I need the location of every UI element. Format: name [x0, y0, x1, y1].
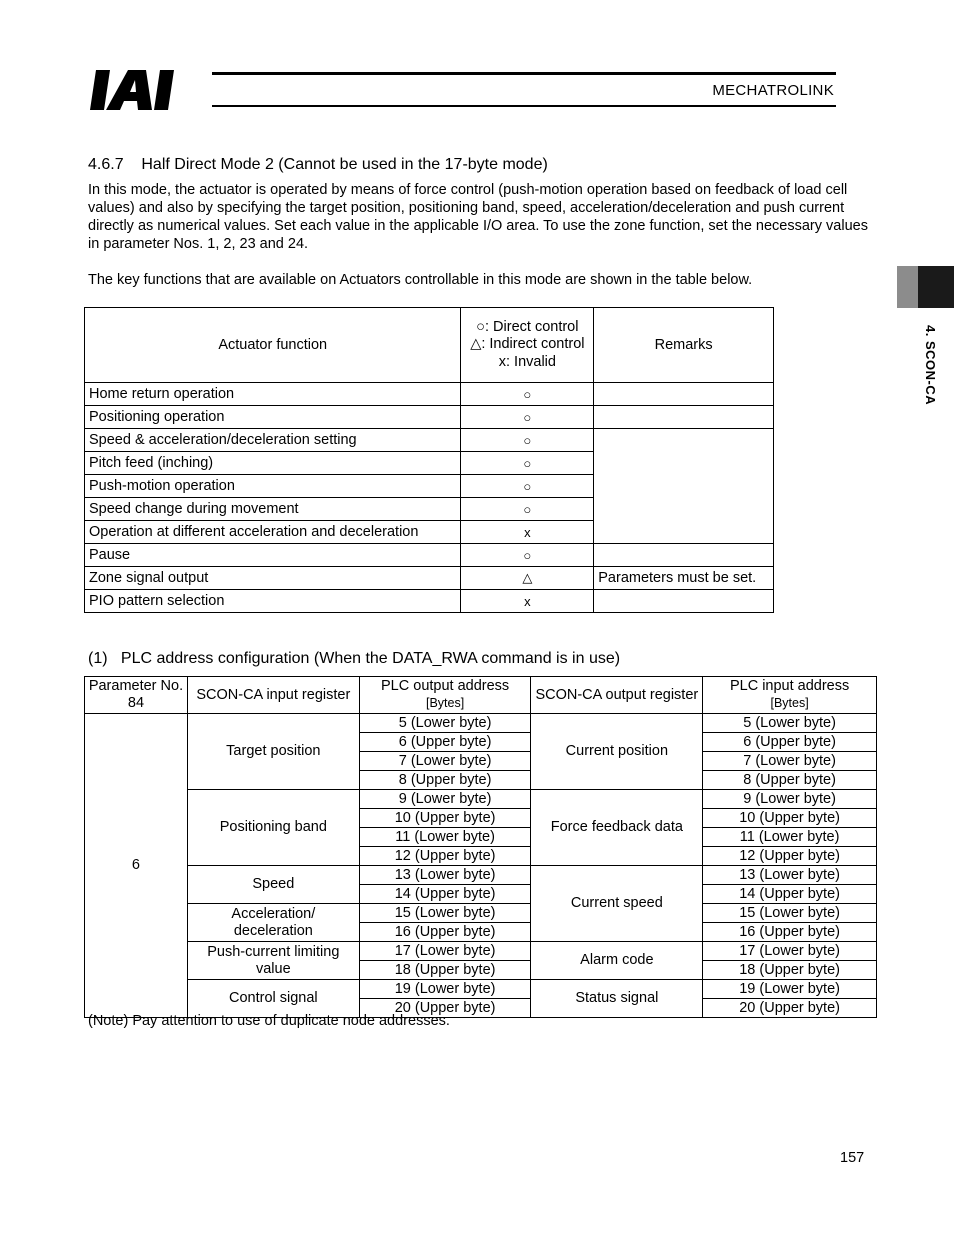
- header-plc-output-label: PLC output address: [381, 678, 510, 694]
- function-table: [84, 307, 774, 613]
- table-row: [85, 383, 774, 406]
- plc-output-address: 7 (Lower byte): [359, 752, 531, 771]
- function-name: Home return operation: [85, 383, 461, 406]
- table-row: [85, 406, 774, 429]
- support-mark: x: [461, 521, 594, 544]
- input-register: Control signal: [187, 980, 359, 1018]
- plc-input-address: 13 (Lower byte): [703, 866, 877, 885]
- plc-input-address: 11 (Lower byte): [703, 828, 877, 847]
- legend-direct: ○: Direct control: [476, 318, 579, 335]
- function-name: Pitch feed (inching): [85, 452, 461, 475]
- plc-input-address: 7 (Lower byte): [703, 752, 877, 771]
- legend-indirect: △: Indirect control: [470, 336, 585, 353]
- plc-input-address: 14 (Upper byte): [703, 885, 877, 904]
- input-register: Push-current limiting value: [187, 942, 359, 980]
- plc-input-address: 18 (Upper byte): [703, 961, 877, 980]
- output-register: Alarm code: [531, 942, 703, 980]
- remark-cell-merged: [594, 429, 774, 544]
- input-register: Target position: [187, 714, 359, 790]
- plc-input-address: 12 (Upper byte): [703, 847, 877, 866]
- table-row: [85, 980, 877, 999]
- table-row: [85, 904, 877, 923]
- plc-input-address: 17 (Lower byte): [703, 942, 877, 961]
- plc-input-address: 20 (Upper byte): [703, 999, 877, 1018]
- plc-address-table: [84, 676, 877, 1018]
- support-mark: ○: [461, 429, 594, 452]
- table-row: [85, 429, 774, 452]
- function-name: Push-motion operation: [85, 475, 461, 498]
- support-mark: x: [461, 590, 594, 613]
- table-row: [85, 866, 877, 885]
- remark-cell: [594, 590, 774, 613]
- support-mark: ○: [461, 498, 594, 521]
- header-plc-input-label: PLC input address: [729, 678, 850, 694]
- chapter-tab-gray: [897, 266, 919, 308]
- duplicate-address-note: (Note) Pay attention to use of duplicate node addresses.: [88, 1013, 450, 1029]
- plc-output-address: 19 (Lower byte): [359, 980, 531, 999]
- chapter-tab-dark: [918, 266, 954, 308]
- table-row: [85, 544, 774, 567]
- remark-cell: [594, 544, 774, 567]
- header-plc-input: [703, 677, 877, 714]
- function-name: Speed & acceleration/deceleration setting: [85, 429, 461, 452]
- header-plc-input-unit: [Bytes]: [770, 696, 809, 710]
- plc-output-address: 5 (Lower byte): [359, 714, 531, 733]
- output-register: Current position: [531, 714, 703, 790]
- plc-input-address: 6 (Upper byte): [703, 733, 877, 752]
- iai-logo: [90, 70, 202, 112]
- table-row: [85, 790, 877, 809]
- plc-output-address: 13 (Lower byte): [359, 866, 531, 885]
- header-parameter: Parameter No. 84: [85, 677, 188, 714]
- function-name: Positioning operation: [85, 406, 461, 429]
- plc-output-address: 17 (Lower byte): [359, 942, 531, 961]
- output-register: Status signal: [531, 980, 703, 1018]
- plc-output-address: 11 (Lower byte): [359, 828, 531, 847]
- table-intro-paragraph: The key functions that are available on Actuators controllable in this mode are shown in the table below.: [88, 272, 753, 288]
- table-row: [85, 567, 774, 590]
- parameter-value: 6: [85, 714, 188, 1018]
- plc-config-title: (1) PLC address configuration (When the DATA_RWA command is in use): [88, 650, 621, 667]
- plc-input-address: 15 (Lower byte): [703, 904, 877, 923]
- legend-invalid: x: Invalid: [498, 353, 556, 370]
- plc-output-address: 6 (Upper byte): [359, 733, 531, 752]
- plc-input-address: 5 (Lower byte): [703, 714, 877, 733]
- plc-output-address: 12 (Upper byte): [359, 847, 531, 866]
- support-mark: ○: [461, 452, 594, 475]
- header-rule-bottom: [212, 105, 836, 107]
- plc-output-address: 14 (Upper byte): [359, 885, 531, 904]
- function-name: Pause: [85, 544, 461, 567]
- header-rule-top: [212, 72, 836, 75]
- section-title: 4.6.7 Half Direct Mode 2 (Cannot be used in the 17-byte mode): [88, 156, 548, 173]
- plc-output-address: 10 (Upper byte): [359, 809, 531, 828]
- support-mark: ○: [461, 475, 594, 498]
- header-remarks: Remarks: [594, 308, 774, 383]
- function-name: Speed change during movement: [85, 498, 461, 521]
- plc-input-address: 19 (Lower byte): [703, 980, 877, 999]
- header-legend: [461, 308, 594, 383]
- plc-output-address: 9 (Lower byte): [359, 790, 531, 809]
- table-row: [85, 942, 877, 961]
- table-row: [85, 714, 877, 733]
- plc-output-address: 16 (Upper byte): [359, 923, 531, 942]
- plc-output-address: 18 (Upper byte): [359, 961, 531, 980]
- plc-input-address: 9 (Lower byte): [703, 790, 877, 809]
- plc-output-address: 20 (Upper byte): [359, 999, 531, 1018]
- table-row: [85, 590, 774, 613]
- header-plc-output-unit: [Bytes]: [425, 696, 465, 710]
- plc-input-address: 10 (Upper byte): [703, 809, 877, 828]
- chapter-label: 4. SCON-CA: [923, 325, 938, 406]
- output-register: Current speed: [531, 866, 703, 942]
- page-number: 157: [840, 1150, 865, 1166]
- remark-cell: [594, 406, 774, 429]
- output-register: Force feedback data: [531, 790, 703, 866]
- plc-input-address: 16 (Upper byte): [703, 923, 877, 942]
- header-function: Actuator function: [85, 308, 461, 383]
- function-name: PIO pattern selection: [85, 590, 461, 613]
- function-table-header: [85, 308, 774, 383]
- input-register: Speed: [187, 866, 359, 904]
- support-mark: ○: [461, 406, 594, 429]
- support-mark: ○: [461, 544, 594, 567]
- plc-output-address: 15 (Lower byte): [359, 904, 531, 923]
- header-output-register: SCON-CA output register: [531, 677, 703, 714]
- input-register: Positioning band: [187, 790, 359, 866]
- input-register: Acceleration/ deceleration: [187, 904, 359, 942]
- function-name: Zone signal output: [85, 567, 461, 590]
- function-name: Operation at different acceleration and deceleration: [85, 521, 461, 544]
- header-input-register: SCON-CA input register: [187, 677, 359, 714]
- intro-paragraph: In this mode, the actuator is operated by means of force control (push-motion operation based on feedback of load cell values) and also by specifying the target position, positioning band, speed, acceleration/deceleration and push current directly as numerical values. Set each value in the applicable I/O area. To use the zone function, set the necessary values in parameter Nos. 1, 2, 23 and 24.: [88, 182, 868, 252]
- plc-output-address: 8 (Upper byte): [359, 771, 531, 790]
- support-mark: △: [461, 567, 594, 590]
- plc-input-address: 8 (Upper byte): [703, 771, 877, 790]
- brand-label: MECHATROLINK: [712, 82, 834, 99]
- remark-cell: [594, 383, 774, 406]
- plc-table-header: [85, 677, 877, 714]
- logo-text: IAI: [90, 70, 92, 71]
- header-plc-output: [359, 677, 531, 714]
- support-mark: ○: [461, 383, 594, 406]
- remark-cell: Parameters must be set.: [594, 567, 774, 590]
